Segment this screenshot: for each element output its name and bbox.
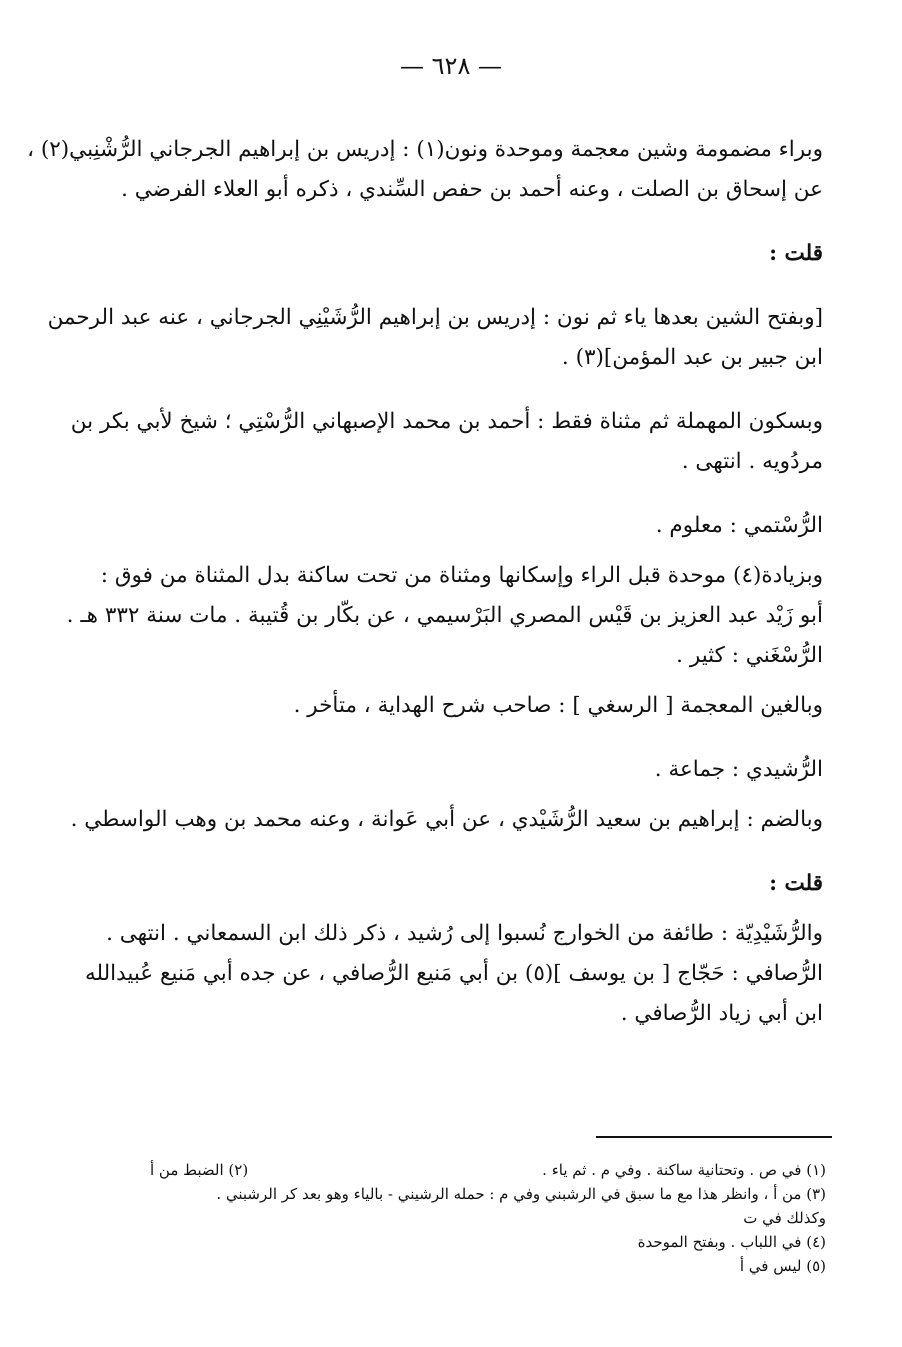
footnote-divider: [596, 1136, 832, 1138]
entry-line: الرُّسْتمي : معلوم .: [655, 513, 823, 538]
paragraph-line: [وبفتح الشين بعدها ياء ثم نون : إدريس بن إبراهيم الرُّشَيْنِي الجرجاني ، عنه عبد الرحمن: [47, 305, 823, 330]
qult-heading: قلت :: [769, 241, 823, 266]
paragraph-line: أبو زَيْد عبد العزيز بن قَيْس المصري البَرْسيمي ، عن بكّار بن قُتيبة . مات سنة ٣٣٢ هـ .: [66, 603, 823, 628]
entry-line: الرُّسْغَني : كثير .: [676, 643, 823, 668]
entry-line: الرُّشيدي : جماعة .: [654, 757, 823, 782]
qult-heading: قلت :: [769, 871, 823, 896]
paragraph-line: ابن أبي زياد الرُّصافي .: [620, 1001, 823, 1026]
footnote-5: (٥) ليس في أ: [739, 1257, 826, 1275]
footnote-2: (٢) الضبط من أ: [150, 1161, 249, 1179]
paragraph-line: ابن جبير بن عبد المؤمن](٣) .: [561, 345, 823, 370]
paragraph-line: وبسكون المهملة ثم مثناة فقط : أحمد بن محمد الإصبهاني الرُّسْتِي ؛ شيخ لأبي بكر بن: [70, 409, 823, 434]
paragraph-line: وبراء مضمومة وشين معجمة وموحدة ونون(١) : إدريس بن إبراهيم الجرجاني الرُّشْنِبي(٢) ،: [27, 137, 823, 162]
footnote-3: (٣) من أ ، وانظر هذا مع ما سبق في الرشبني وفي م : حمله الرشيني - بالياء وهو بعد كر الرشبني .: [216, 1185, 826, 1203]
footnote-1: (١) في ص . وتحتانية ساكنة . وفي م . ثم ياء .: [542, 1161, 826, 1179]
footnotes: [110, 1158, 826, 1278]
footnote-3-cont: وكذلك في ت: [743, 1209, 826, 1227]
paragraph-line: والرُّشَيْدِيّة : طائفة من الخوارج نُسبوا إلى رُشيد ، ذكر ذلك ابن السمعاني . انتهى .: [106, 921, 823, 946]
paragraph-line: وبزيادة(٤) موحدة قبل الراء وإسكانها ومثناة من تحت ساكنة بدل المثناة من فوق :: [100, 563, 823, 588]
footnote-4: (٤) في اللباب . وبفتح الموحدة: [637, 1233, 826, 1251]
paragraph-line: وبالضم : إبراهيم بن سعيد الرُّشَيْدي ، عن أبي عَوانة ، وعنه محمد بن وهب الواسطي .: [70, 807, 823, 832]
paragraph-line: الرُّصافي : حَجّاج [ بن يوسف ](٥) بن أبي مَنيع الرُّصافي ، عن جده أبي مَنيع عُبيدالله: [84, 961, 823, 986]
page-number: — ٦٢٨ —: [400, 52, 502, 80]
paragraph-line: مردُويه . انتهى .: [681, 449, 823, 474]
main-text: [27, 130, 823, 1034]
paragraph-line: عن إسحاق بن الصلت ، وعنه أحمد بن حفص السِّندي ، ذكره أبو العلاء الفرضي .: [121, 177, 823, 202]
paragraph-line: وبالغين المعجمة [ الرسغي ] : صاحب شرح الهداية ، متأخر .: [293, 693, 823, 718]
footnote-row: [110, 1158, 826, 1182]
